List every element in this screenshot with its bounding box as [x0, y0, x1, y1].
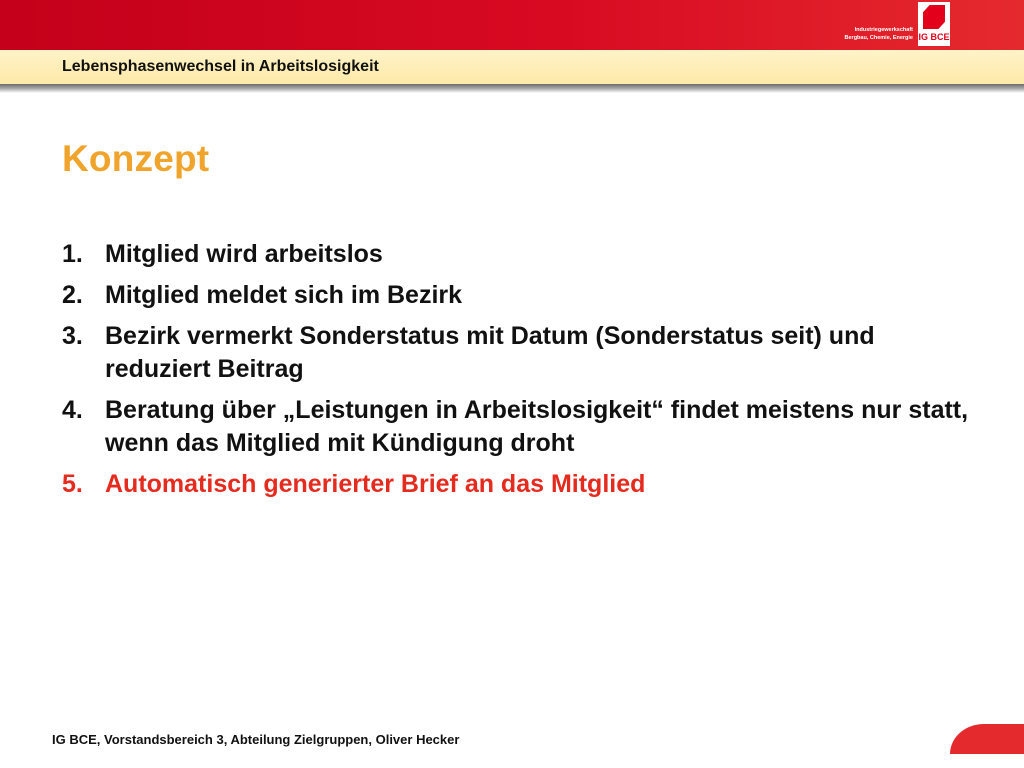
logo-name: IG BCE — [918, 32, 950, 42]
list-item — [62, 238, 972, 271]
list-item-text: Mitglied wird arbeitslos — [105, 240, 383, 268]
list-item-highlighted — [62, 468, 972, 501]
logo-text — [845, 26, 913, 42]
list-item-number: 2. — [62, 281, 83, 309]
list-item — [62, 279, 972, 312]
steps-list — [62, 238, 972, 509]
logo-line1: Industriegewerkschaft — [854, 27, 913, 33]
logo-mark-icon — [923, 5, 945, 29]
list-item — [62, 394, 972, 460]
list-item-text: Bezirk vermerkt Sonderstatus mit Datum (Sonderstatus seit) und reduziert Beitrag — [105, 322, 875, 383]
page-title: Konzept — [62, 138, 210, 179]
title-band — [0, 50, 1024, 84]
logo — [845, 2, 950, 46]
divider-shadow — [0, 84, 1024, 93]
list-item-number: 5. — [62, 470, 83, 498]
list-item — [62, 320, 972, 386]
list-item-text: Mitglied meldet sich im Bezirk — [105, 281, 463, 309]
list-item-number: 3. — [62, 322, 83, 350]
list-item-text: Beratung über „Leistungen in Arbeitslosigkeit“ findet meistens nur statt, wenn das Mitglied mit Kündigung droht — [105, 396, 969, 457]
band-title: Lebensphasenwechsel in Arbeitslosigkeit — [62, 58, 379, 75]
footer-text: IG BCE, Vorstandsbereich 3, Abteilung Zielgruppen, Oliver Hecker — [52, 732, 460, 747]
list-item-number: 4. — [62, 396, 83, 424]
corner-accent — [950, 724, 1024, 754]
logo-box — [918, 2, 950, 46]
top-bar — [0, 0, 1024, 50]
logo-line2: Bergbau, Chemie, Energie — [844, 35, 913, 41]
list-item-text: Automatisch generierter Brief an das Mitglied — [105, 470, 646, 498]
list-item-number: 1. — [62, 240, 83, 268]
